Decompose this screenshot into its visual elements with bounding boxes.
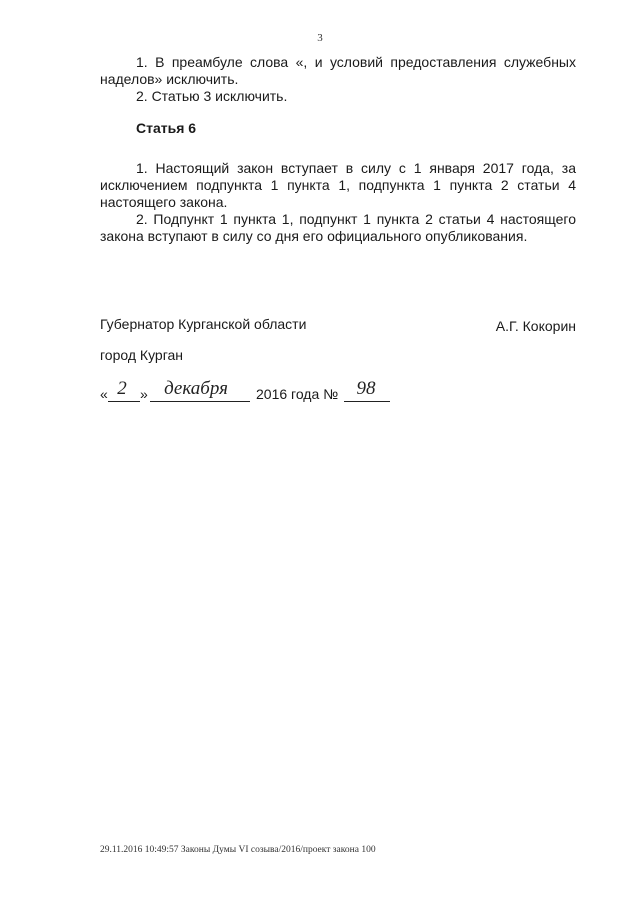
article-6-paragraph-2: 2. Подпункт 1 пункта 1, подпункт 1 пункта 2 статьи 4 настоящего закона вступают в силу со дня его официального опубликования. [100,211,576,244]
place-name: город Курган [100,347,184,363]
date-close-quote: » [140,386,148,402]
article-6-paragraph-1: 1. Настоящий закон вступает в силу с 1 января 2017 года, за исключением подпункта 1 пункта 1, подпункта 1 пункта 2 статьи 4 настоящего закона. [100,160,576,210]
number-underline [344,401,390,402]
article3-paragraph: 2. Статью 3 исключить. [136,88,288,104]
signature-name: А.Г. Кокорин [495,318,576,334]
signature-position: Губернатор Курганской области [100,316,307,332]
file-path-footer: 29.11.2016 10:49:57 Законы Думы VI созыва/2016/проект закона 100 [100,845,376,855]
day-underline [108,401,140,402]
date-day-handwritten: 2 [117,378,127,399]
law-number-handwritten: 98 [356,378,376,399]
page-number: 3 [317,32,323,44]
preamble-paragraph: 1. В преамбуле слова «, и условий предоставления служебных наделов» исключить. [100,54,576,87]
article-6-heading: Статья 6 [136,120,197,136]
date-year-text: 2016 года № [256,386,339,402]
date-month-handwritten: декабря [164,378,228,399]
date-open-quote: « [100,386,108,402]
month-underline [150,401,250,402]
